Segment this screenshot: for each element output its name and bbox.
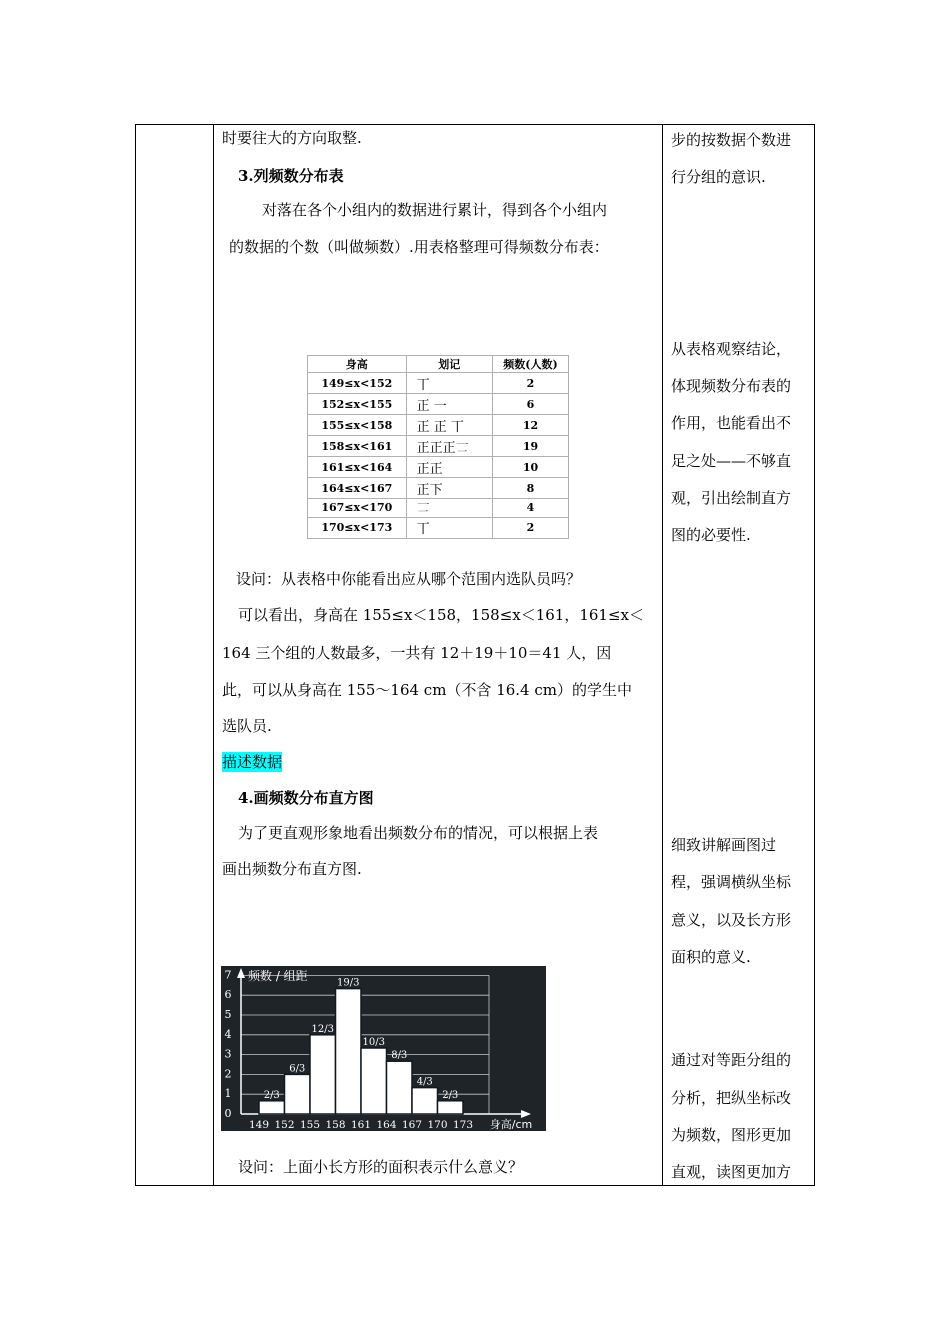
side-note-line: 作用，也能看出不: [671, 414, 792, 432]
range-cell: 167≤x<170: [308, 499, 407, 518]
y-tick-label: 2: [224, 1067, 232, 1081]
count-cell: 12: [493, 415, 569, 436]
table-header: 身高: [308, 356, 407, 373]
x-tick-label: 164: [376, 1119, 397, 1131]
histogram-bar: [310, 1035, 336, 1114]
side-note-line: 意义，以及长方形: [671, 911, 792, 929]
x-axis-title: 身高/cm: [489, 1118, 533, 1131]
count-cell: 19: [493, 436, 569, 457]
table-row: [308, 457, 569, 478]
y-tick-label: 0: [224, 1107, 232, 1120]
histogram-bar: [336, 989, 362, 1114]
histogram-bar: [361, 1048, 387, 1114]
side-note-line: 观，引出绘制直方: [671, 489, 792, 507]
answer-line: 此，可以从身高在 155～164 cm（不含 16.4 cm）的学生中: [222, 681, 632, 699]
section-label: 描述数据: [222, 753, 283, 771]
table-row: [308, 499, 569, 518]
table-header: 频数(人数): [493, 356, 569, 373]
y-axis-title: 频数 / 组距: [248, 969, 308, 983]
table-row: [308, 436, 569, 457]
side-note-line: 为频数，图形更加: [671, 1126, 792, 1144]
tally-cell: 正下: [406, 478, 492, 499]
histogram-bar: [259, 1101, 285, 1114]
heading-frequency-table: 3.列频数分布表: [238, 167, 344, 185]
x-tick-label: 149: [248, 1119, 270, 1131]
paragraph-line: 为了更直观形象地看出频数分布的情况，可以根据上表: [238, 824, 599, 842]
side-note-line: 行分组的意识.: [671, 168, 766, 186]
frequency-table-image: [307, 355, 569, 539]
table-header: 划记: [406, 356, 492, 373]
histogram-bar: [387, 1061, 413, 1114]
y-tick-label: 6: [224, 988, 232, 1002]
tally-cell: 正正: [406, 457, 492, 478]
table-row: [308, 415, 569, 436]
x-tick-label: 152: [274, 1119, 295, 1131]
side-note-line: 步的按数据个数进: [671, 131, 792, 149]
count-cell: 2: [493, 373, 569, 394]
y-tick-label: 5: [224, 1008, 232, 1021]
x-tick-label: 173: [452, 1119, 474, 1131]
x-tick-label: 161: [350, 1119, 372, 1131]
tally-cell: 丅: [406, 373, 492, 394]
bar-value-label: 10/3: [362, 1037, 385, 1049]
histogram-bar: [285, 1074, 311, 1114]
histogram-chart: [221, 966, 546, 1131]
side-note-line: 直观，读图更加方: [671, 1163, 792, 1181]
intro-line: 时要往大的方向取整.: [222, 129, 362, 147]
range-cell: 161≤x<164: [308, 457, 407, 478]
table-row: [308, 394, 569, 415]
tally-cell: 正正正𠄟: [406, 436, 492, 457]
y-tick-label: 3: [224, 1047, 232, 1061]
count-cell: 10: [493, 457, 569, 478]
bar-value-label: 2/3: [442, 1089, 459, 1101]
bar-value-label: 4/3: [416, 1076, 433, 1088]
question-text: 设问：上面小长方形的面积表示什么意义？: [238, 1158, 524, 1176]
x-tick-label: 170: [427, 1119, 448, 1131]
side-note-line: 程，强调横纵坐标: [671, 873, 792, 891]
side-note-line: 从表格观察结论，: [671, 340, 792, 358]
x-tick-label: 167: [401, 1119, 423, 1131]
range-cell: 164≤x<167: [308, 478, 407, 499]
table-row: [308, 373, 569, 394]
question-text: 设问：从表格中你能看出应从哪个范围内选队员吗？: [236, 570, 582, 588]
bar-value-label: 19/3: [337, 977, 360, 989]
range-cell: 170≤x<173: [308, 517, 407, 538]
answer-line: 选队员.: [222, 717, 272, 735]
heading-histogram: 4.画频数分布直方图: [238, 789, 374, 807]
paragraph-line: 对落在各个小组内的数据进行累计，得到各个小组内: [262, 201, 608, 219]
range-cell: 155≤x<158: [308, 415, 407, 436]
answer-line: 164 三个组的人数最多，一共有 12＋19＋10＝41 人，因: [222, 644, 612, 662]
tally-cell: 丅: [406, 517, 492, 538]
tally-cell: 正 正 丅: [406, 415, 492, 436]
range-cell: 152≤x<155: [308, 394, 407, 415]
column-divider-left: [213, 124, 214, 1186]
bar-value-label: 8/3: [391, 1050, 408, 1062]
side-note-line: 体现频数分布表的: [671, 377, 792, 395]
histogram-bar: [412, 1088, 438, 1114]
side-note-line: 图的必要性.: [671, 526, 751, 544]
count-cell: 8: [493, 478, 569, 499]
side-note-line: 细致讲解画图过: [671, 836, 777, 854]
side-note-line: 足之处——不够直: [671, 452, 792, 470]
column-divider-right: [662, 124, 663, 1186]
x-tick-label: 155: [299, 1119, 321, 1131]
y-tick-label: 4: [224, 1027, 232, 1041]
y-tick-label: 7: [224, 968, 232, 982]
side-note-line: 面积的意义.: [671, 948, 751, 966]
answer-line: 可以看出，身高在 155≤x＜158，158≤x＜161，161≤x＜: [238, 606, 645, 624]
count-cell: 2: [493, 517, 569, 538]
paragraph-line: 画出频数分布直方图.: [222, 860, 362, 878]
table-row: [308, 517, 569, 538]
side-note-line: 分析，把纵坐标改: [671, 1089, 792, 1107]
count-cell: 4: [493, 499, 569, 518]
paragraph-line: 的数据的个数（叫做频数）.用表格整理可得频数分布表：: [229, 238, 609, 256]
tally-cell: 正 一: [406, 394, 492, 415]
side-note-line: 通过对等距分组的: [671, 1051, 792, 1069]
tally-cell: 𠄟: [406, 499, 492, 518]
x-tick-label: 158: [325, 1119, 346, 1131]
range-cell: 149≤x<152: [308, 373, 407, 394]
histogram-bar: [438, 1101, 464, 1114]
table-row: [308, 478, 569, 499]
bar-value-label: 12/3: [311, 1023, 334, 1035]
bar-value-label: 6/3: [289, 1063, 306, 1075]
count-cell: 6: [493, 394, 569, 415]
y-tick-label: 1: [224, 1087, 232, 1101]
range-cell: 158≤x<161: [308, 436, 407, 457]
bar-value-label: 2/3: [263, 1089, 280, 1101]
